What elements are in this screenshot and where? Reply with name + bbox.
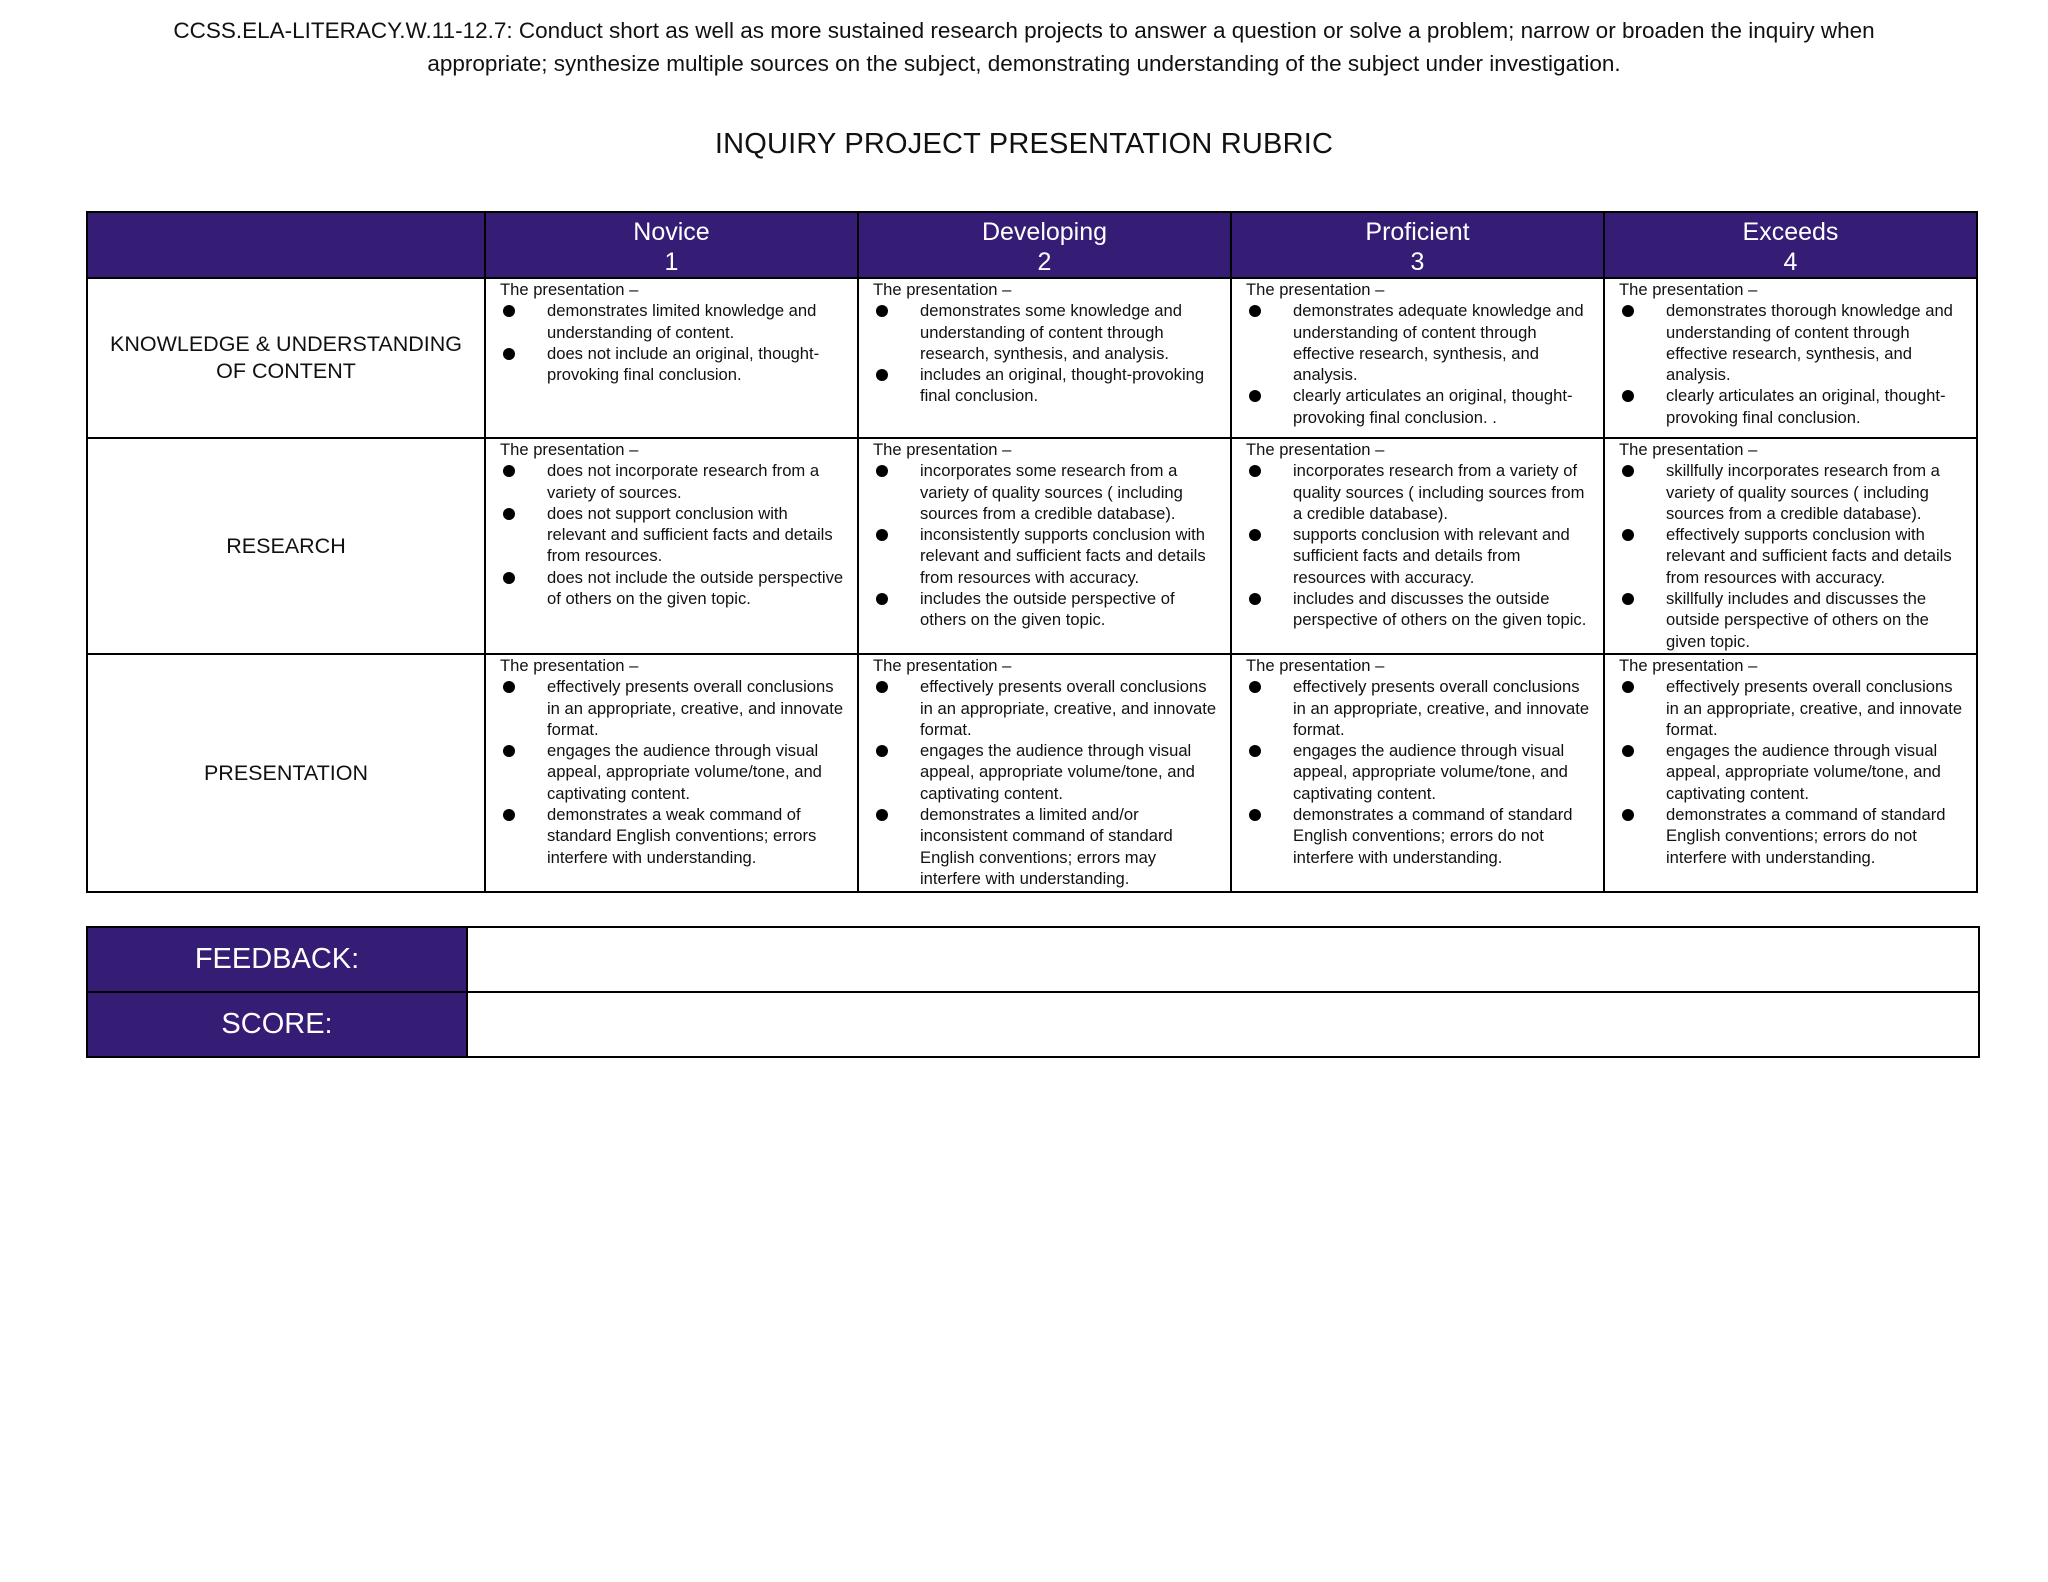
cell-lead: The presentation – — [1619, 656, 1758, 675]
rubric-cell — [485, 438, 858, 654]
bullet-point: engages the audience through visual appeal, appropriate volume/tone, and captivating content. — [873, 740, 1218, 804]
rubric-cell — [1231, 654, 1604, 892]
standard-text: CCSS.ELA-LITERACY.W.11-12.7: Conduct short as well as more sustained research projects to answer a question or solve a problem; narrow or broaden the inquiry when appropriate; synthesize multiple sources on the subject, demonstrating understanding of the subject under investigation. — [173, 18, 1875, 76]
bullet-point: demonstrates a weak command of standard English conventions; errors interfere with understanding. — [500, 804, 845, 868]
level-score: 2 — [1037, 248, 1052, 276]
cell-lead: The presentation – — [873, 656, 1012, 675]
criterion-label: KNOWLEDGE & UNDERSTANDING OF CONTENT — [87, 278, 485, 438]
rubric-cell — [1604, 654, 1977, 892]
bullet-point: skillfully incorporates research from a variety of quality sources ( including sources from a credible database). — [1619, 460, 1964, 524]
feedback-table — [86, 926, 1980, 1058]
feedback-label: FEEDBACK: — [87, 927, 467, 992]
bullet-point: effectively presents overall conclusions in an appropriate, creative, and innovate format. — [1619, 676, 1964, 740]
cell-lead: The presentation – — [500, 440, 639, 459]
bullet-point: demonstrates limited knowledge and understanding of content. — [500, 300, 845, 343]
rubric-cell — [485, 278, 858, 438]
rubric-cell — [485, 654, 858, 892]
score-label: SCORE: — [87, 992, 467, 1057]
bullet-point: does not include the outside perspective of others on the given topic. — [500, 567, 845, 610]
bullet-point: incorporates research from a variety of quality sources ( including sources from a credible database). — [1246, 460, 1591, 524]
feedback-row — [87, 927, 1979, 992]
cell-lead: The presentation – — [500, 656, 639, 675]
bullet-point: demonstrates adequate knowledge and understanding of content through effective research, synthesis, and analysis. — [1246, 300, 1591, 385]
cell-lead: The presentation – — [1246, 440, 1385, 459]
bullet-point: includes the outside perspective of others on the given topic. — [873, 588, 1218, 631]
rubric-row-presentation — [87, 654, 1977, 892]
bullet-point: demonstrates thorough knowledge and understanding of content through effective research, synthesis, and analysis. — [1619, 300, 1964, 385]
level-score: 3 — [1410, 248, 1425, 276]
bullet-point: supports conclusion with relevant and sufficient facts and details from resources with accuracy. — [1246, 524, 1591, 588]
rubric-cell — [1231, 438, 1604, 654]
rubric-table — [86, 211, 1978, 893]
level-name: Exceeds — [1742, 218, 1839, 246]
criterion-label: PRESENTATION — [87, 654, 485, 892]
cell-lead: The presentation – — [1619, 440, 1758, 459]
cell-lead: The presentation – — [1619, 280, 1758, 299]
bullet-point: includes an original, thought-provoking final conclusion. — [873, 364, 1218, 407]
page-title: INQUIRY PROJECT PRESENTATION RUBRIC — [714, 128, 1334, 160]
cell-lead: The presentation – — [873, 280, 1012, 299]
feedback-field[interactable] — [467, 927, 1979, 992]
bullet-point: engages the audience through visual appeal, appropriate volume/tone, and captivating content. — [500, 740, 845, 804]
criterion-label: RESEARCH — [87, 438, 485, 654]
level-header-exceeds — [1604, 212, 1977, 278]
score-row — [87, 992, 1979, 1057]
bullet-point: inconsistently supports conclusion with relevant and sufficient facts and details from resources with accuracy. — [873, 524, 1218, 588]
level-score: 1 — [664, 248, 679, 276]
bullet-point: effectively presents overall conclusions in an appropriate, creative, and innovate format. — [500, 676, 845, 740]
rubric-row-research — [87, 438, 1977, 654]
bullet-point: does not include an original, thought-provoking final conclusion. — [500, 343, 845, 386]
bullet-point: clearly articulates an original, thought-provoking final conclusion. — [1619, 385, 1964, 428]
rubric-cell — [1604, 438, 1977, 654]
header-row — [87, 212, 1977, 278]
cell-lead: The presentation – — [1246, 656, 1385, 675]
bullet-point: demonstrates a command of standard English conventions; errors do not interfere with understanding. — [1246, 804, 1591, 868]
bullet-point: skillfully includes and discusses the outside perspective of others on the given topic. — [1619, 588, 1964, 652]
header-corner — [87, 212, 485, 278]
bullet-point: does not incorporate research from a variety of sources. — [500, 460, 845, 503]
bullet-point: demonstrates a command of standard English conventions; errors do not interfere with understanding. — [1619, 804, 1964, 868]
bullet-point: effectively presents overall conclusions in an appropriate, creative, and innovate format. — [1246, 676, 1591, 740]
level-name: Developing — [981, 218, 1108, 246]
level-header-proficient — [1231, 212, 1604, 278]
cell-lead: The presentation – — [1246, 280, 1385, 299]
level-score: 4 — [1783, 248, 1798, 276]
level-name: Novice — [633, 218, 710, 246]
rubric-cell — [858, 654, 1231, 892]
bullet-point: effectively presents overall conclusions in an appropriate, creative, and innovate format. — [873, 676, 1218, 740]
rubric-cell — [1231, 278, 1604, 438]
rubric-cell — [858, 278, 1231, 438]
bullet-point: does not support conclusion with relevant and sufficient facts and details from resources. — [500, 503, 845, 567]
cell-lead: The presentation – — [873, 440, 1012, 459]
bullet-point: engages the audience through visual appeal, appropriate volume/tone, and captivating content. — [1246, 740, 1591, 804]
level-header-developing — [858, 212, 1231, 278]
rubric-row-knowledge — [87, 278, 1977, 438]
level-name: Proficient — [1365, 218, 1470, 246]
bullet-point: incorporates some research from a variety of quality sources ( including sources from a credible database). — [873, 460, 1218, 524]
rubric-cell — [858, 438, 1231, 654]
rubric-cell — [1604, 278, 1977, 438]
bullet-point: includes and discusses the outside perspective of others on the given topic. — [1246, 588, 1591, 631]
cell-lead: The presentation – — [500, 280, 639, 299]
bullet-point: demonstrates a limited and/or inconsistent command of standard English conventions; errors may interfere with understanding. — [873, 804, 1218, 889]
bullet-point: demonstrates some knowledge and understanding of content through research, synthesis, and analysis. — [873, 300, 1218, 364]
bullet-point: clearly articulates an original, thought-provoking final conclusion. . — [1246, 385, 1591, 428]
score-field[interactable] — [467, 992, 1979, 1057]
bullet-point: engages the audience through visual appeal, appropriate volume/tone, and captivating content. — [1619, 740, 1964, 804]
bullet-point: effectively supports conclusion with relevant and sufficient facts and details from resources with accuracy. — [1619, 524, 1964, 588]
level-header-novice — [485, 212, 858, 278]
